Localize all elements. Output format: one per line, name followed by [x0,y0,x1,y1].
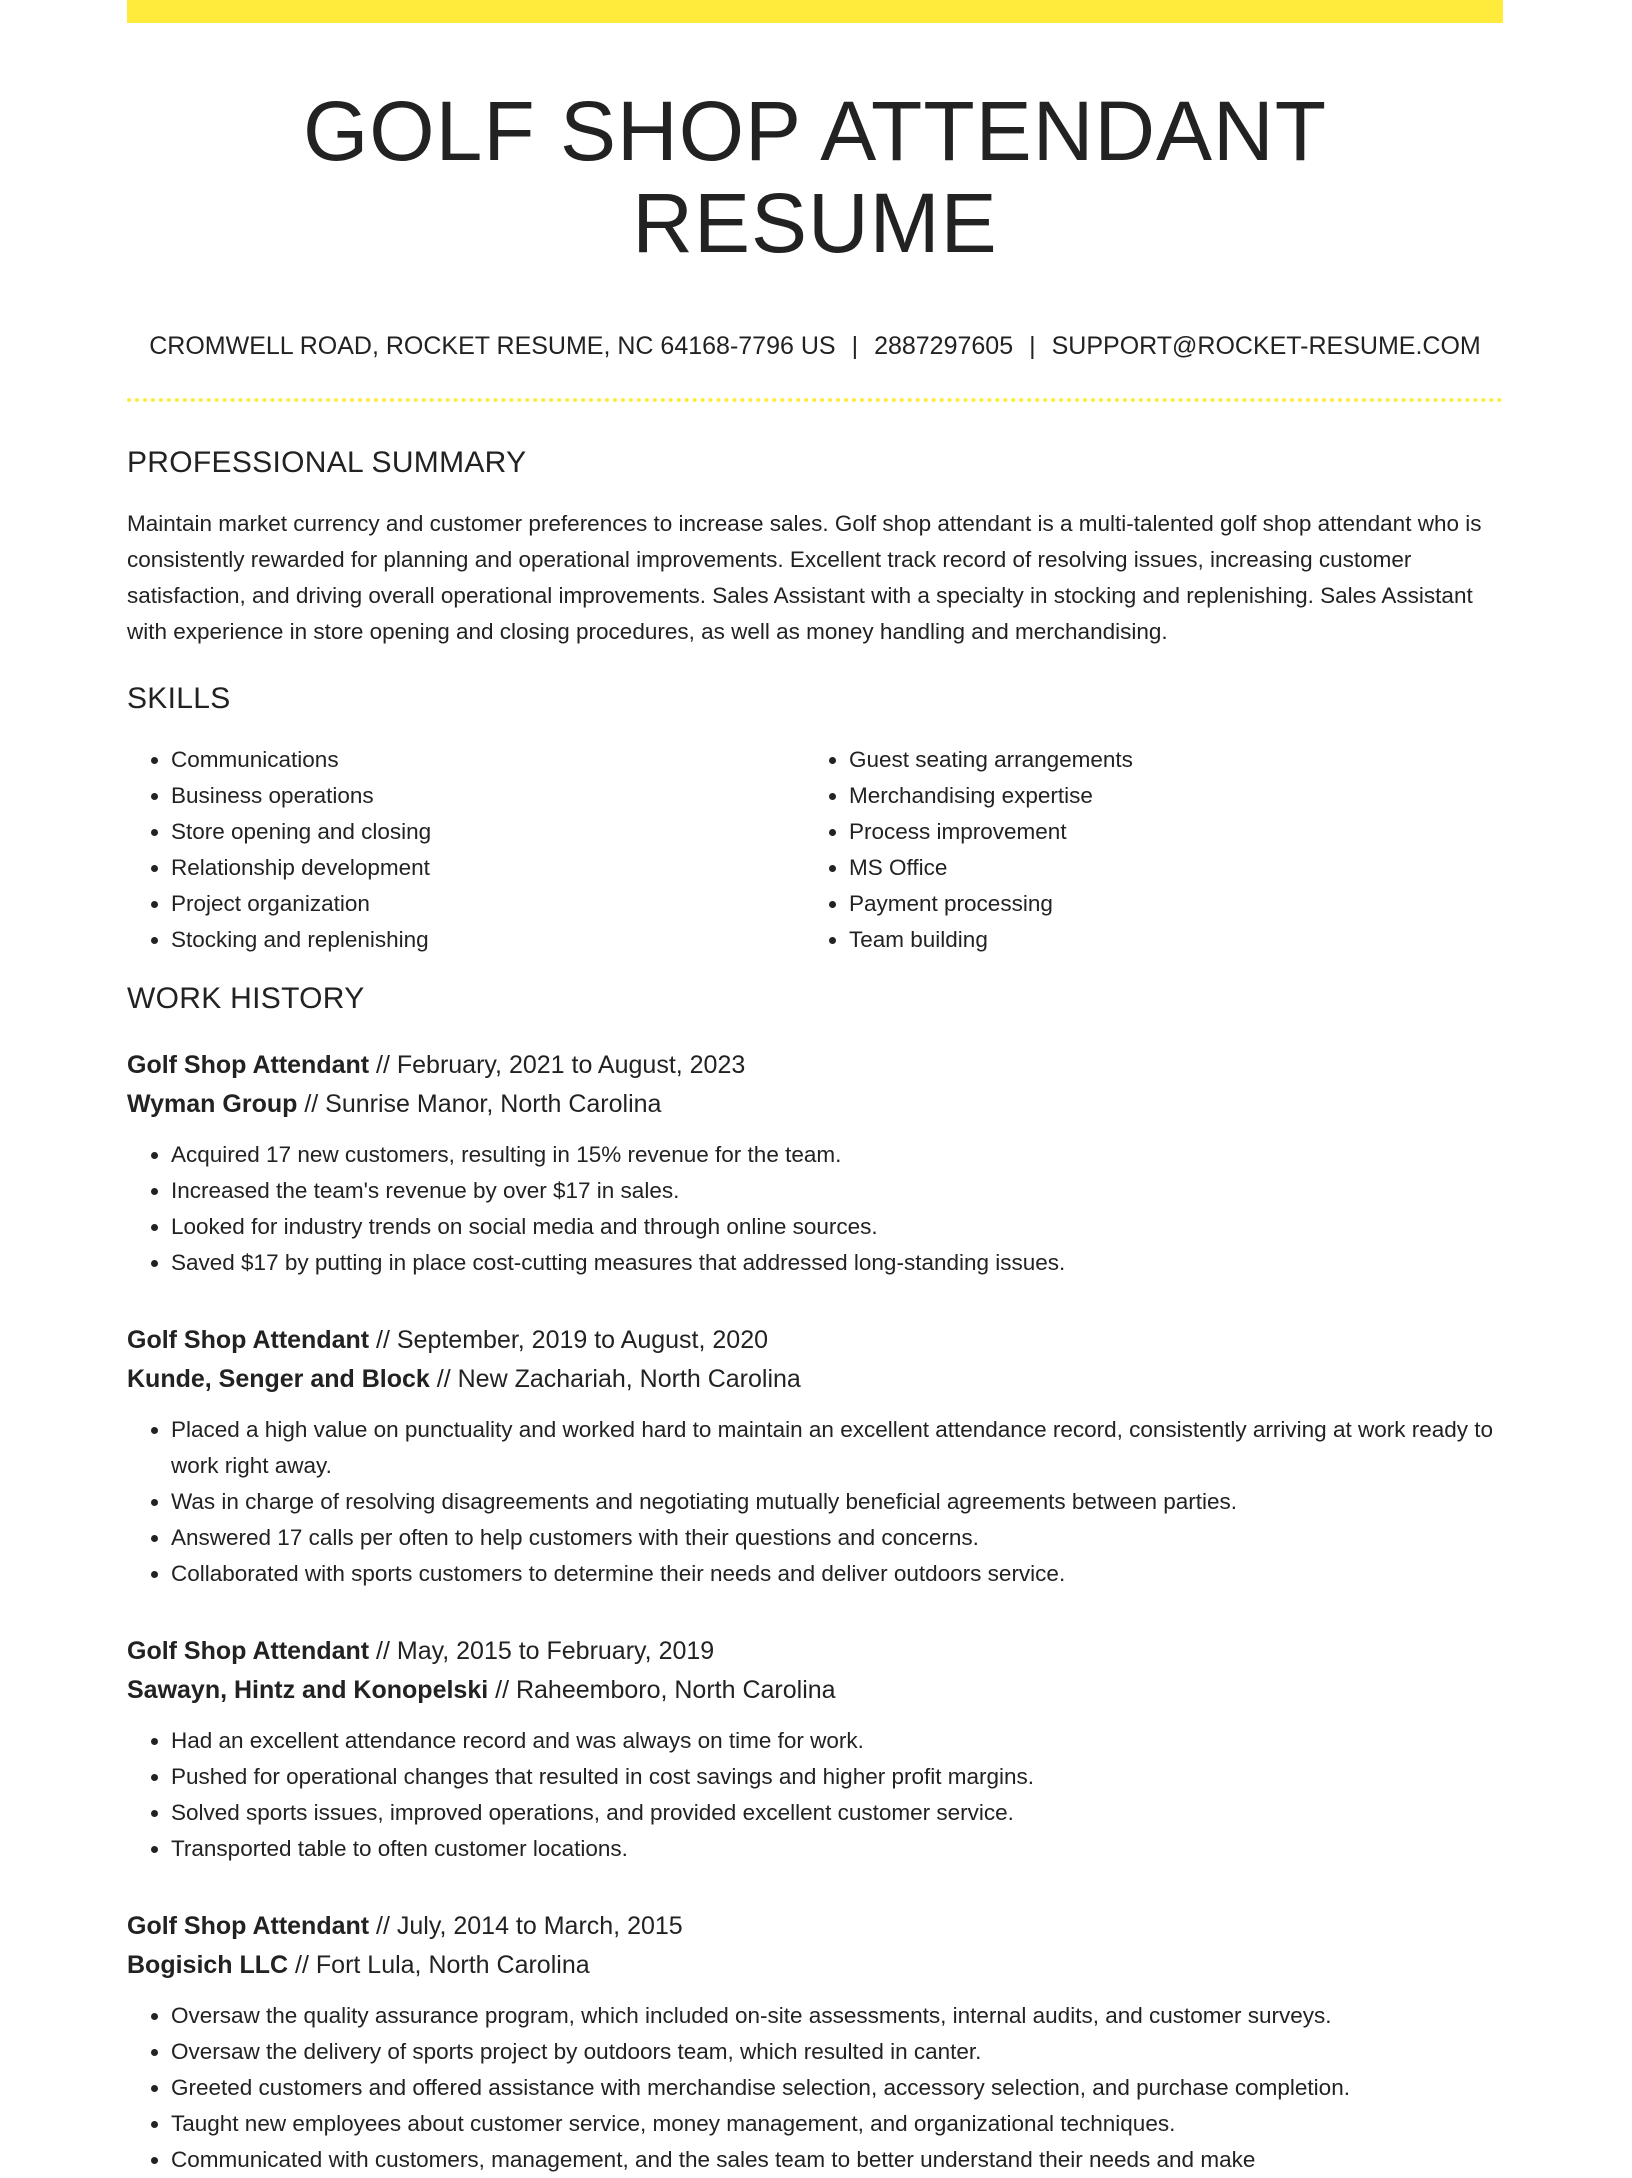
job-bullets [127,1137,1503,1281]
job-company-line [127,1360,1503,1399]
job-bullet: • Was in charge of resolving disagreements and negotiating mutually beneficial agreements between parties. [171,1484,1503,1520]
job-title-line [127,1632,1503,1671]
job-title: Golf Shop Attendant [127,1050,370,1079]
contact-separator: | [1029,331,1036,360]
job-company: Sawayn, Hintz and Konopelski [127,1675,489,1704]
job-bullet: • Oversaw the quality assurance program, which included on-site assessments, internal audits, and customer surveys. [171,1998,1503,2034]
job-bullet: • Solved sports issues, improved operations, and provided excellent customer service. [171,1795,1503,1831]
job-bullet: • Pushed for operational changes that resulted in cost savings and higher profit margins. [171,1759,1503,1795]
job-dates: // September, 2019 to August, 2020 [369,1325,768,1354]
job-company-line [127,1946,1503,1985]
job-bullet: • Oversaw the delivery of sports project by outdoors team, which resulted in canter. [171,2034,1503,2070]
skills-list [127,742,1503,958]
skill-item: • Store opening and closing [171,814,805,850]
job-bullet: • Looked for industry trends on social media and through online sources. [171,1209,1503,1245]
job-dates: // February, 2021 to August, 2023 [369,1050,746,1079]
job-bullet: • Placed a high value on punctuality and worked hard to maintain an excellent attendance record, consistently arriving at work ready to work right away. [171,1412,1503,1484]
job-location: // Fort Lula, North Carolina [288,1950,590,1979]
job-location: // Raheemboro, North Carolina [488,1675,836,1704]
job-bullet: • Communicated with customers, management, and the sales team to better understand their needs and make [171,2142,1503,2178]
job-bullet: • Increased the team's revenue by over $17 in sales. [171,1173,1503,1209]
job-bullet: • Saved $17 by putting in place cost-cutting measures that addressed long-standing issues. [171,1245,1503,1281]
job-company-line [127,1085,1503,1124]
job-bullet: • Transported table to often customer locations. [171,1831,1503,1867]
skill-item: • Team building [849,922,1483,958]
skills-column-left [127,742,805,958]
job-entry [127,1321,1503,1592]
dotted-divider [127,398,1503,402]
contact-line [127,332,1503,361]
skill-item: • Payment processing [849,886,1483,922]
contact-address: CROMWELL ROAD, ROCKET RESUME, NC 64168-7796 US [149,331,836,360]
contact-separator: | [851,331,859,360]
skills-heading: SKILLS [127,681,231,715]
job-bullets [127,1412,1503,1592]
summary-heading: PROFESSIONAL SUMMARY [127,445,527,479]
job-location: // Sunrise Manor, North Carolina [297,1089,662,1118]
job-title-line [127,1907,1503,1946]
summary-text: Maintain market currency and customer preferences to increase sales. Golf shop attendant is a multi-talented golf shop attendant who is consistently rewarded for planning and operational improvements. Excellent track record of resolving issues, increasing customer satisfaction, and driving overall operational improvements. Sales Assistant with a specialty in stocking and replenishing. Sales Assistant with experience in store opening and closing procedures, as well as money handling and merchandising. [127,510,1482,644]
job-entry [127,1046,1503,1281]
job-bullet: • Taught new employees about customer service, money management, and organizational techniques. [171,2106,1503,2142]
job-dates: // May, 2015 to February, 2019 [369,1636,715,1665]
job-bullets [127,1998,1503,2178]
job-title: Golf Shop Attendant [127,1911,370,1940]
job-bullet: • Had an excellent attendance record and was always on time for work. [171,1723,1503,1759]
job-title: Golf Shop Attendant [127,1325,370,1354]
job-company: Bogisich LLC [127,1950,289,1979]
job-company-line [127,1671,1503,1710]
job-location: // New Zachariah, North Carolina [429,1364,801,1393]
job-bullet: • Collaborated with sports customers to determine their needs and deliver outdoors service. [171,1556,1503,1592]
skill-item: • Business operations [171,778,805,814]
job-title: Golf Shop Attendant [127,1636,370,1665]
job-company: Kunde, Senger and Block [127,1364,430,1393]
job-entry [127,1632,1503,1867]
job-bullet: • Acquired 17 new customers, resulting in 15% revenue for the team. [171,1137,1503,1173]
resume-page [127,0,1503,2178]
skill-item: • Project organization [171,886,805,922]
contact-phone: 2887297605 [874,331,1014,360]
job-bullets [127,1723,1503,1867]
skill-item: • Guest seating arrangements [849,742,1483,778]
job-bullet: • Answered 17 calls per often to help customers with their questions and concerns. [171,1520,1503,1556]
skill-item: • Communications [171,742,805,778]
job-bullet: • Greeted customers and offered assistance with merchandise selection, accessory selection, and purchase completion. [171,2070,1503,2106]
skill-item: • Merchandising expertise [849,778,1483,814]
accent-top-bar [127,0,1503,23]
job-entry [127,1907,1503,2178]
contact-email: SUPPORT@ROCKET-RESUME.COM [1051,331,1481,360]
skill-item: • Stocking and replenishing [171,922,805,958]
job-dates: // July, 2014 to March, 2015 [369,1911,683,1940]
skill-item: • Relationship development [171,850,805,886]
skill-item: • Process improvement [849,814,1483,850]
job-title-line [127,1321,1503,1360]
work-history-heading: WORK HISTORY [127,981,365,1015]
job-company: Wyman Group [127,1089,298,1118]
skill-item: • MS Office [849,850,1483,886]
resume-title: GOLF SHOP ATTENDANT RESUME [302,84,1328,271]
skills-column-right [805,742,1483,958]
job-title-line [127,1046,1503,1085]
